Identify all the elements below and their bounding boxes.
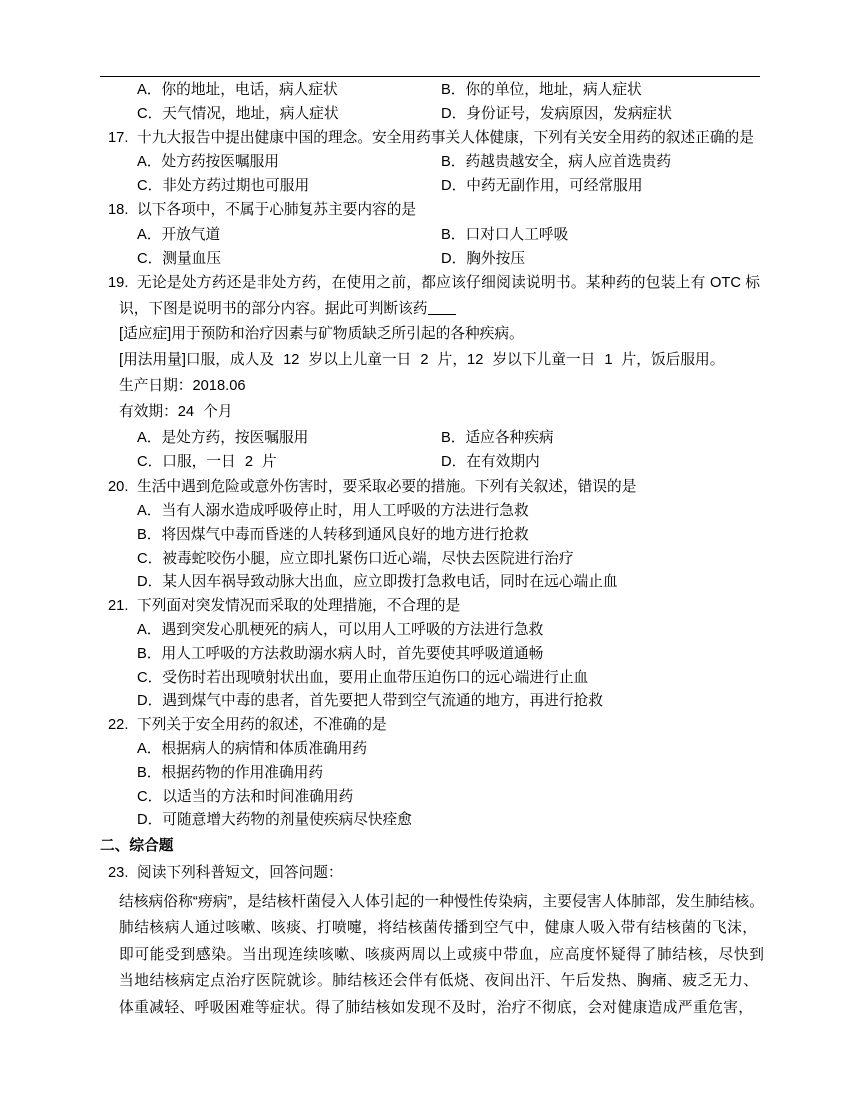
q16-option-b: B．你的单位，地址，病人症状 — [441, 82, 642, 98]
q19-stem-text: 识，下图是说明书的部分内容。据此可判断该药 — [119, 301, 428, 317]
q21-option-b: B．用人工呼吸的方法救助溺水病人时，首先要使其呼吸道通畅 — [137, 646, 544, 662]
q16-option-d: D．身份证号，发病原因，发病症状 — [441, 106, 672, 122]
q23-stem: 阅读下列科普短文，回答问题： — [137, 865, 343, 881]
q19-number: 19. — [108, 275, 129, 291]
q19-option-d: D．在有效期内 — [441, 454, 540, 470]
q19-option-c: C．口服，一日 2 片 — [137, 454, 277, 470]
q21-number: 21. — [108, 598, 129, 614]
q19-leaflet-production-date: 生产日期：2018.06 — [119, 378, 246, 394]
q22-option-d: D．可随意增大药物的剂量使疾病尽快痊愈 — [137, 812, 412, 828]
q19-stem-line-1: 无论是处方药还是非处方药，在使用之前，都应该仔细阅读说明书。某种药的包装上有 OTC 标 — [137, 275, 760, 291]
q19-leaflet-dosage: [用法用量]口服，成人及 12 岁以上儿童一日 2 片，12 岁以下儿童一日 1 片，饭后服用。 — [119, 352, 725, 368]
q19-leaflet-validity: 有效期：24 个月 — [119, 404, 233, 420]
q17-option-a: A．处方药按医嘱服用 — [137, 154, 279, 170]
q20-option-c: C．被毒蛇咬伤小腿，应立即扎紧伤口近心端，尽快去医院进行治疗 — [137, 551, 574, 567]
answer-blank — [428, 300, 456, 315]
q20-stem: 生活中遇到危险或意外伤害时，要采取必要的措施。下列有关叙述，错误的是 — [137, 479, 637, 495]
q23-passage-line: 肺结核病人通过咳嗽、咳痰、打喷嚏，将结核菌传播到空气中，健康人吸入带有结核菌的飞沫， — [119, 920, 757, 936]
q18-option-c: C．测量血压 — [137, 251, 222, 267]
q23-passage-line: 结核病俗称“痨病”，是结核杆菌侵入人体引起的一种慢性传染病，主要侵害人体肺部，发生肺结核。 — [119, 894, 764, 910]
q22-option-c: C．以适当的方法和时间准确用药 — [137, 789, 354, 805]
q23-passage-line: 即可能受到感染。当出现连续咳嗽、咳痰两周以上或痰中带血，应高度怀疑得了肺结核，尽快到 — [119, 947, 764, 963]
q23-passage-line: 当地结核病定点治疗医院就诊。肺结核还会伴有低烧、夜间出汗、午后发热、胸痛、疲乏无力、 — [119, 973, 758, 989]
q18-option-a: A．开放气道 — [137, 227, 221, 243]
q22-number: 22. — [108, 717, 129, 733]
q19-option-b: B．适应各种疾病 — [441, 430, 554, 446]
q17-stem: 十九大报告中提出健康中国的理念。安全用药事关人体健康，下列有关安全用药的叙述正确的是 — [137, 130, 754, 146]
q22-stem: 下列关于安全用药的叙述，不准确的是 — [137, 717, 387, 733]
q20-option-a: A．当有人溺水造成呼吸停止时，用人工呼吸的方法进行急救 — [137, 503, 529, 519]
q18-option-d: D．胸外按压 — [441, 251, 526, 267]
q17-option-d: D．中药无副作用，可经常服用 — [441, 178, 643, 194]
q19-option-a: A．是处方药，按医嘱服用 — [137, 430, 309, 446]
q17-option-b: B．药越贵越安全，病人应首选贵药 — [441, 154, 672, 170]
q21-option-c: C．受伤时若出现喷射状出血，要用止血带压迫伤口的远心端进行止血 — [137, 670, 589, 686]
q22-option-b: B．根据药物的作用准确用药 — [137, 765, 324, 781]
q17-option-c: C．非处方药过期也可服用 — [137, 178, 310, 194]
q18-number: 18. — [108, 202, 129, 218]
q20-option-b: B．将因煤气中毒而昏迷的人转移到通风良好的地方进行抢救 — [137, 527, 529, 543]
q21-option-d: D．遇到煤气中毒的患者，首先要把人带到空气流通的地方，再进行抢救 — [137, 693, 603, 709]
q19-leaflet-indication: [适应症]用于预防和治疗因素与矿物质缺乏所引起的各种疾病。 — [119, 326, 524, 342]
q23-number: 23. — [108, 865, 129, 881]
q17-number: 17. — [108, 130, 129, 146]
q20-option-d: D．某人因车祸导致动脉大出血，应立即拨打急救电话，同时在远心端止血 — [137, 574, 618, 590]
section-heading: 二、综合题 — [100, 838, 174, 854]
q16-option-a: A．你的地址，电话，病人症状 — [137, 82, 338, 98]
q21-stem: 下列面对突发情况而采取的处理措施，不合理的是 — [137, 598, 461, 614]
q20-number: 20. — [108, 479, 129, 495]
q22-option-a: A．根据病人的病情和体质准确用药 — [137, 741, 368, 757]
q18-option-b: B．口对口人工呼吸 — [441, 227, 569, 243]
q21-option-a: A．遇到突发心肌梗死的病人，可以用人工呼吸的方法进行急救 — [137, 622, 544, 638]
q23-passage-line: 体重减轻、呼吸困难等症状。得了肺结核如发现不及时，治疗不彻底，会对健康造成严重危害， — [119, 1000, 753, 1016]
header-rule — [100, 76, 760, 77]
q18-stem: 以下各项中，不属于心肺复苏主要内容的是 — [137, 202, 417, 218]
q19-stem-line-2 — [119, 299, 456, 319]
q16-option-c: C．天气情况，地址，病人症状 — [137, 106, 339, 122]
